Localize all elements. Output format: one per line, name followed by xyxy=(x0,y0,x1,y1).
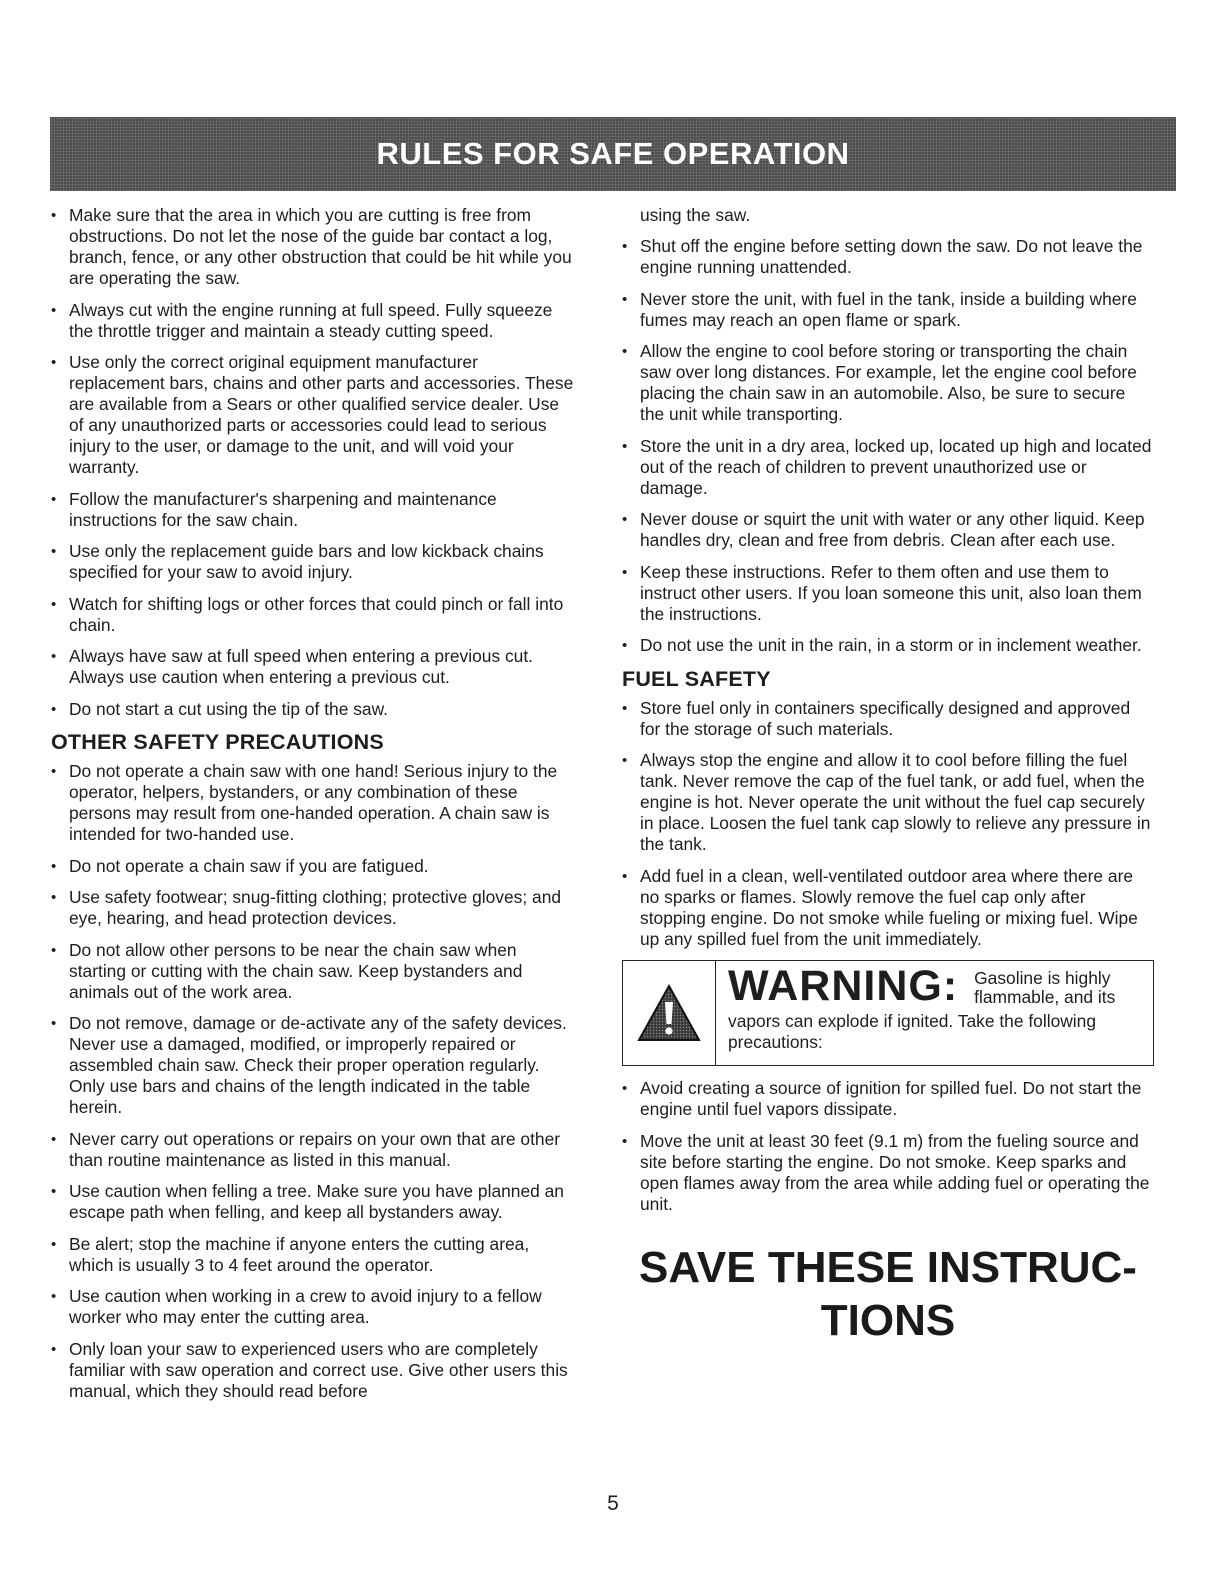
list-item: • Add fuel in a clean, well-ventilated outdoor area where there are no sparks or flames. Slowly remove the fuel cap only after stopping engine. Do not smoke while fueling or mixing fuel. Wipe up any spilled fuel from the unit immediately. xyxy=(622,866,1154,950)
right-column xyxy=(622,205,1154,1347)
right-bullet-list xyxy=(622,236,1154,656)
after-warning-list xyxy=(622,1078,1154,1215)
list-item: • Use caution when working in a crew to avoid injury to a fellow worker who may enter the cutting area. xyxy=(51,1286,576,1328)
list-item: • Never carry out operations or repairs on your own that are other than routine maintenance as listed in this manual. xyxy=(51,1129,576,1171)
page-number: 5 xyxy=(607,1492,619,1515)
fuel-safety-heading: FUEL SAFETY xyxy=(622,666,771,691)
list-item: • Use only the replacement guide bars and low kickback chains specified for your saw to avoid injury. xyxy=(51,541,576,583)
list-item: • Do not use the unit in the rain, in a storm or in inclement weather. xyxy=(622,635,1154,656)
list-item: • Store fuel only in containers specifically designed and approved for the storage of such materials. xyxy=(622,698,1154,740)
left-column xyxy=(51,205,576,1412)
list-item: • Always cut with the engine running at full speed. Fully squeeze the throttle trigger and maintain a steady cutting speed. xyxy=(51,300,576,342)
warning-icon-cell xyxy=(623,961,716,1065)
save-instructions-title xyxy=(622,1241,1154,1347)
list-item: • Always stop the engine and allow it to cool before filling the fuel tank. Never remove the cap of the fuel tank, or add fuel, when the engine is hot. Never operate the unit without the fuel cap securely in place. Loosen the fuel tank cap slowly to relieve any pressure in the tank. xyxy=(622,750,1154,855)
warning-text xyxy=(716,961,1153,1065)
list-item: • Always have saw at full speed when entering a previous cut. Always use caution when entering a previous cut. xyxy=(51,646,576,688)
list-item: • Move the unit at least 30 feet (9.1 m) from the fueling source and site before starting the engine. Do not smoke. Keep sparks and open flames away from the area while adding fuel or operating the unit. xyxy=(622,1131,1154,1215)
list-item: • Do not operate a chain saw with one hand! Serious injury to the operator, helpers, bystanders, or any combination of these persons may result from one-handed operation. A chain saw is intended for two-handed use. xyxy=(51,761,576,845)
continued-text: using the saw. xyxy=(640,205,751,225)
warning-label: WARNING: xyxy=(728,962,959,1010)
banner-title: RULES FOR SAFE OPERATION xyxy=(376,136,850,171)
warning-lead: Gasoline is highly flammable, and its xyxy=(974,968,1116,1007)
list-item: • Be alert; stop the machine if anyone enters the cutting area, which is usually 3 to 4 feet around the operator. xyxy=(51,1234,576,1276)
section-banner xyxy=(50,117,1176,191)
fuel-safety-list xyxy=(622,698,1154,950)
list-item: • Shut off the engine before setting down the saw. Do not leave the engine running unattended. xyxy=(622,236,1154,278)
list-item: • Use safety footwear; snug-fitting clothing; protective gloves; and eye, hearing, and head protection devices. xyxy=(51,887,576,929)
list-item: • Follow the manufacturer's sharpening and maintenance instructions for the saw chain. xyxy=(51,489,576,531)
warning-body: vapors can explode if ignited. Take the following precautions: xyxy=(728,1011,1097,1052)
list-item: • Allow the engine to cool before storing or transporting the chain saw over long distances. For example, let the engine cool before placing the chain saw in an automobile. Also, be sure to secure the unit while transporting. xyxy=(622,341,1154,425)
list-item: • Store the unit in a dry area, locked up, located up high and located out of the reach of children to prevent unauthorized use or damage. xyxy=(622,436,1154,499)
list-item: • Only loan your saw to experienced users who are completely familiar with saw operation and correct use. Give other users this manual, which they should read before xyxy=(51,1339,576,1402)
list-item: • Do not start a cut using the tip of the saw. xyxy=(51,699,576,720)
save-title-line-2: TIONS xyxy=(820,1295,956,1345)
list-item: • Never douse or squirt the unit with water or any other liquid. Keep handles dry, clean and free from debris. Clean after each use. xyxy=(622,509,1154,551)
list-item: • Do not allow other persons to be near the chain saw when starting or cutting with the chain saw. Keep bystanders and animals out of the work area. xyxy=(51,940,576,1003)
warning-triangle-icon xyxy=(637,984,701,1042)
list-item: • Use only the correct original equipment manufacturer replacement bars, chains and other parts and accessories. These are available from a Sears or other qualified service dealer. Use of any unauthorized parts or accessories could lead to serious injury to the user, or damage to the unit, and will void your warranty. xyxy=(51,352,576,478)
list-item: • Do not remove, damage or de-activate any of the safety devices. Never use a damaged, modified, or improperly repaired or assembled chain saw. Check their proper operation regularly. Only use bars and chains of the length indicated in the table herein. xyxy=(51,1013,576,1118)
list-item: • Use caution when felling a tree. Make sure you have planned an escape path when felling, and keep all bystanders away. xyxy=(51,1181,576,1223)
list-item: • Keep these instructions. Refer to them often and use them to instruct other users. If you loan someone this unit, also loan them the instructions. xyxy=(622,562,1154,625)
other-safety-heading: OTHER SAFETY PRECAUTIONS xyxy=(51,730,384,754)
other-safety-list xyxy=(51,761,576,1402)
left-bullet-list xyxy=(51,205,576,720)
list-item: • Make sure that the area in which you are cutting is free from obstructions. Do not let the nose of the guide bar contact a log, branch, fence, or any other obstruction that could be hit while you are operating the saw. xyxy=(51,205,576,289)
save-title-line-1: SAVE THESE INSTRUC- xyxy=(639,1242,1137,1292)
list-item: • Watch for shifting logs or other forces that could pinch or fall into chain. xyxy=(51,594,576,636)
list-item: • Do not operate a chain saw if you are fatigued. xyxy=(51,856,576,877)
list-item: • Avoid creating a source of ignition for spilled fuel. Do not start the engine until fuel vapors dissipate. xyxy=(622,1078,1154,1120)
list-item: • Never store the unit, with fuel in the tank, inside a building where fumes may reach an open flame or spark. xyxy=(622,289,1154,331)
warning-box xyxy=(622,960,1154,1066)
